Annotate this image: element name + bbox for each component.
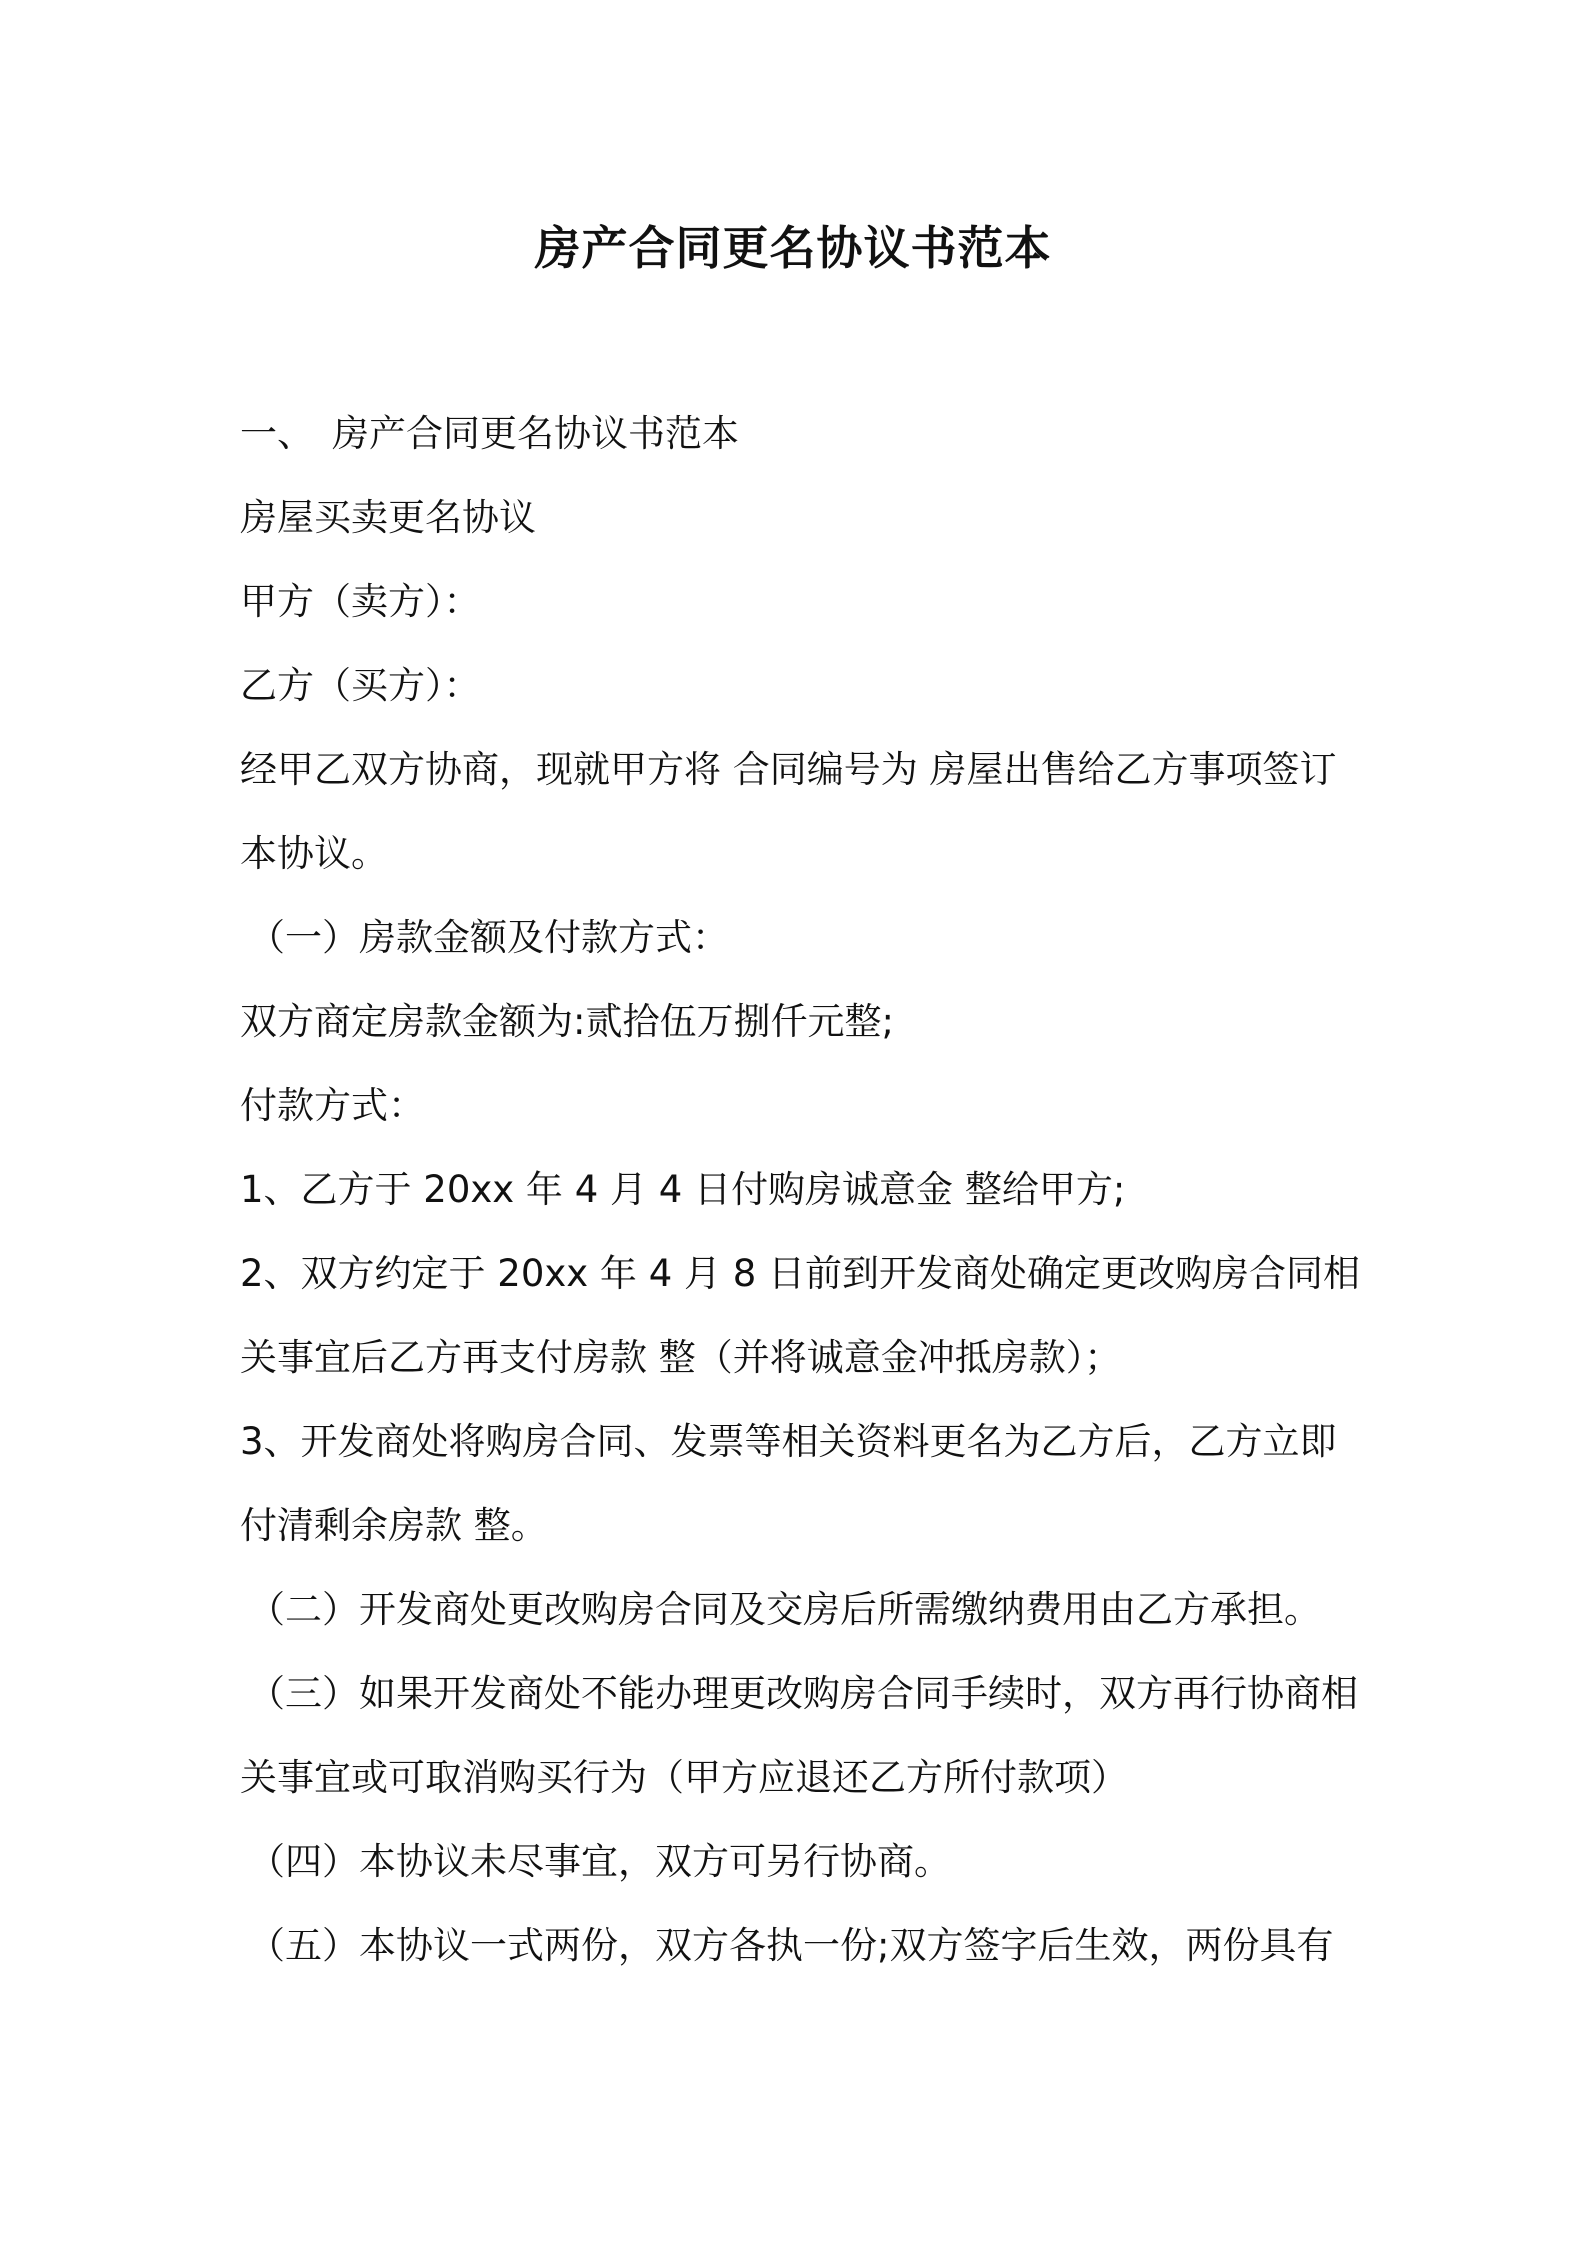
section-heading-text: 房产合同更名协议书范本 — [332, 412, 739, 455]
paragraph-line: 付款方式： — [240, 1084, 425, 1127]
payment-item: 2、双方约定于 20xx 年 4 月 8 日前到开发商处确定更改购房合同相 — [240, 1252, 1361, 1295]
section-number: 一、 — [240, 412, 314, 455]
paragraph-line: 房屋买卖更名协议 — [240, 496, 536, 539]
payment-item: 3、开发商处将购房合同、发票等相关资料更名为乙方后，乙方立即 — [240, 1420, 1337, 1463]
party-b-line: 乙方（买方）： — [240, 664, 481, 707]
clause-item: （二）开发商处更改购房合同及交房后所需缴纳费用由乙方承担。 — [248, 1588, 1321, 1631]
paragraph-line: 付清剩余房款 整。 — [240, 1504, 548, 1547]
paragraph-line: 经甲乙双方协商，现就甲方将 合同编号为 房屋出售给乙方事项签订 — [240, 748, 1337, 791]
clause-item: （三）如果开发商处不能办理更改购房合同手续时，双方再行协商相 — [248, 1672, 1358, 1715]
party-a-line: 甲方（卖方）： — [240, 580, 481, 623]
paragraph-line: 关事宜后乙方再支付房款 整（并将诚意金冲抵房款）； — [240, 1336, 1122, 1379]
paragraph-line: 关事宜或可取消购买行为（甲方应退还乙方所付款项） — [240, 1756, 1128, 1799]
document-title: 房产合同更名协议书范本 — [534, 221, 1052, 275]
paragraph-line: 本协议。 — [240, 832, 388, 875]
clause-heading: （一）房款金额及付款方式： — [248, 916, 729, 959]
payment-item: 1、乙方于 20xx 年 4 月 4 日付购房诚意金 整给甲方; — [240, 1168, 1126, 1211]
clause-item: （五）本协议一式两份，双方各执一份;双方签字后生效，两份具有 — [248, 1924, 1334, 1967]
paragraph-line: 双方商定房款金额为:贰拾伍万捌仟元整; — [240, 1000, 894, 1043]
section-heading — [240, 410, 739, 458]
clause-item: （四）本协议未尽事宜，双方可另行协商。 — [248, 1840, 951, 1883]
